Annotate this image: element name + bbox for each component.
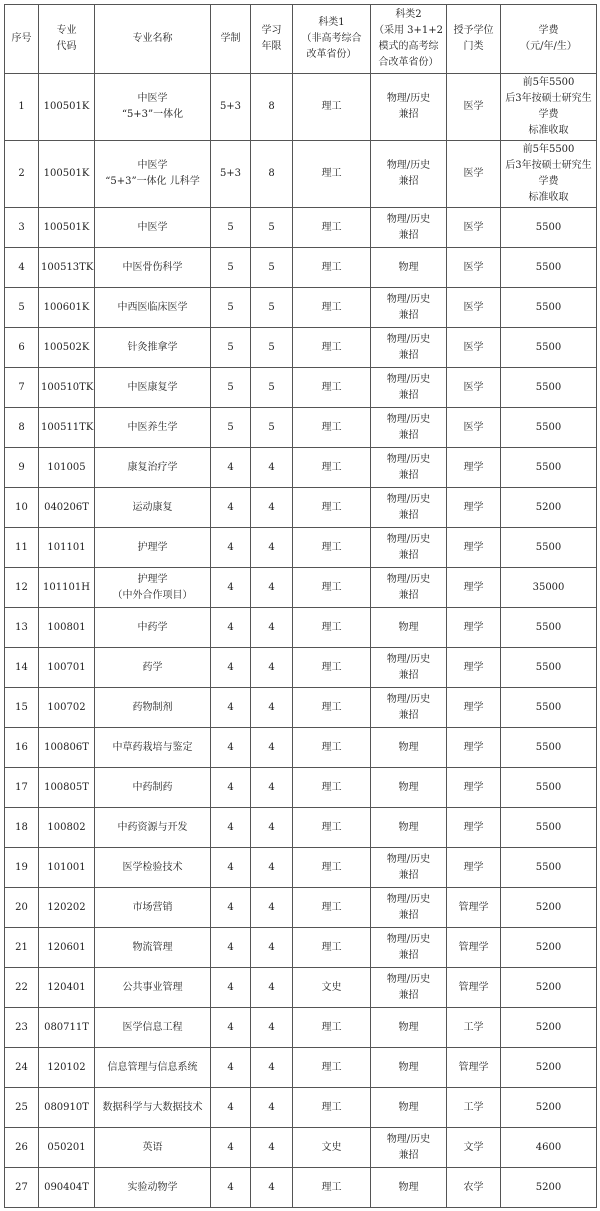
- col-tuition-cell: 5500: [501, 608, 597, 648]
- col-degree-cell: 理学: [447, 848, 501, 888]
- table-row: [5, 808, 597, 848]
- col-duration-cell: 5: [211, 288, 251, 328]
- col-code-cell: 100801: [39, 608, 95, 648]
- col-category-1-cell: 理工: [293, 488, 371, 528]
- col-degree-cell: 理学: [447, 568, 501, 608]
- col-tuition-cell: 5200: [501, 1088, 597, 1128]
- col-category-2-cell: 物理: [371, 808, 447, 848]
- col-tuition-cell: 5500: [501, 208, 597, 248]
- col-category-1-cell: 理工: [293, 808, 371, 848]
- col-duration-cell: 5+3: [211, 74, 251, 141]
- col-category-2-cell: 物理/历史 兼招: [371, 568, 447, 608]
- col-code-cell: 100701: [39, 648, 95, 688]
- col-category-1-cell: 理工: [293, 1088, 371, 1128]
- col-tuition-cell: 5200: [501, 928, 597, 968]
- col-category-1-cell: 理工: [293, 568, 371, 608]
- table-row: [5, 1088, 597, 1128]
- col-code-cell: 090404T: [39, 1168, 95, 1208]
- col-tuition-cell: 5500: [501, 528, 597, 568]
- table-row: [5, 488, 597, 528]
- col-duration-cell: 4: [211, 1088, 251, 1128]
- col-duration-cell: 5: [211, 368, 251, 408]
- header-col-duration: 学制: [211, 5, 251, 74]
- col-duration-cell: 5+3: [211, 141, 251, 208]
- col-name-cell: 中医学 “5+3”一体化: [95, 74, 211, 141]
- col-index-cell: 6: [5, 328, 39, 368]
- col-code-cell: 100510TK: [39, 368, 95, 408]
- col-index-cell: 27: [5, 1168, 39, 1208]
- table-row: [5, 208, 597, 248]
- col-study-years-cell: 4: [251, 1128, 293, 1168]
- col-name-cell: 医学检验技术: [95, 848, 211, 888]
- col-degree-cell: 医学: [447, 288, 501, 328]
- col-index-cell: 9: [5, 448, 39, 488]
- col-duration-cell: 5: [211, 328, 251, 368]
- col-category-1-cell: 理工: [293, 768, 371, 808]
- col-duration-cell: 4: [211, 1128, 251, 1168]
- col-index-cell: 23: [5, 1008, 39, 1048]
- col-category-2-cell: 物理/历史 兼招: [371, 208, 447, 248]
- col-category-1-cell: 理工: [293, 288, 371, 328]
- col-tuition-cell: 5500: [501, 728, 597, 768]
- col-index-cell: 12: [5, 568, 39, 608]
- col-tuition-cell: 5500: [501, 328, 597, 368]
- col-study-years-cell: 4: [251, 888, 293, 928]
- col-code-cell: 101001: [39, 848, 95, 888]
- table-row: [5, 568, 597, 608]
- col-study-years-cell: 4: [251, 1048, 293, 1088]
- col-study-years-cell: 4: [251, 1008, 293, 1048]
- col-study-years-cell: 5: [251, 328, 293, 368]
- col-code-cell: 100513TK: [39, 248, 95, 288]
- col-study-years-cell: 4: [251, 848, 293, 888]
- col-category-1-cell: 理工: [293, 1168, 371, 1208]
- col-category-1-cell: 理工: [293, 74, 371, 141]
- col-index-cell: 21: [5, 928, 39, 968]
- header-col-name: 专业名称: [95, 5, 211, 74]
- col-category-1-cell: 理工: [293, 248, 371, 288]
- col-code-cell: 100806T: [39, 728, 95, 768]
- col-tuition-cell: 5200: [501, 1168, 597, 1208]
- col-code-cell: 100702: [39, 688, 95, 728]
- col-code-cell: 101005: [39, 448, 95, 488]
- col-tuition-cell: 前5年5500 后3年按硕士研究生学费 标准收取: [501, 141, 597, 208]
- col-code-cell: 080711T: [39, 1008, 95, 1048]
- col-duration-cell: 4: [211, 448, 251, 488]
- table-row: [5, 1128, 597, 1168]
- col-code-cell: 101101H: [39, 568, 95, 608]
- col-study-years-cell: 4: [251, 448, 293, 488]
- col-category-2-cell: 物理: [371, 1088, 447, 1128]
- col-tuition-cell: 5200: [501, 488, 597, 528]
- col-name-cell: 实验动物学: [95, 1168, 211, 1208]
- table-row: [5, 888, 597, 928]
- col-category-2-cell: 物理: [371, 1168, 447, 1208]
- col-study-years-cell: 4: [251, 688, 293, 728]
- col-index-cell: 3: [5, 208, 39, 248]
- col-duration-cell: 4: [211, 1048, 251, 1088]
- col-study-years-cell: 4: [251, 728, 293, 768]
- col-duration-cell: 4: [211, 808, 251, 848]
- col-tuition-cell: 5500: [501, 768, 597, 808]
- col-code-cell: 120102: [39, 1048, 95, 1088]
- col-study-years-cell: 8: [251, 141, 293, 208]
- col-degree-cell: 工学: [447, 1088, 501, 1128]
- col-index-cell: 5: [5, 288, 39, 328]
- col-category-1-cell: 理工: [293, 528, 371, 568]
- col-study-years-cell: 4: [251, 568, 293, 608]
- header-col-category-2: 科类2 （采用 3+1+2 模式的高考综 合改革省份）: [371, 5, 447, 74]
- header-col-degree: 授予学位 门类: [447, 5, 501, 74]
- col-degree-cell: 工学: [447, 1008, 501, 1048]
- col-duration-cell: 4: [211, 728, 251, 768]
- col-name-cell: 护理学: [95, 528, 211, 568]
- col-category-1-cell: 理工: [293, 608, 371, 648]
- col-name-cell: 中草药栽培与鉴定: [95, 728, 211, 768]
- col-study-years-cell: 4: [251, 968, 293, 1008]
- table-row: [5, 1048, 597, 1088]
- col-tuition-cell: 前5年5500 后3年按硕士研究生学费 标准收取: [501, 74, 597, 141]
- table-row: [5, 248, 597, 288]
- col-index-cell: 8: [5, 408, 39, 448]
- col-index-cell: 15: [5, 688, 39, 728]
- col-category-2-cell: 物理: [371, 248, 447, 288]
- col-code-cell: 100802: [39, 808, 95, 848]
- col-code-cell: 100511TK: [39, 408, 95, 448]
- table-row: [5, 368, 597, 408]
- col-study-years-cell: 4: [251, 1168, 293, 1208]
- col-name-cell: 运动康复: [95, 488, 211, 528]
- col-degree-cell: 管理学: [447, 888, 501, 928]
- col-duration-cell: 4: [211, 568, 251, 608]
- col-name-cell: 数据科学与大数据技术: [95, 1088, 211, 1128]
- table-row: [5, 328, 597, 368]
- col-degree-cell: 文学: [447, 1128, 501, 1168]
- table-row: [5, 1168, 597, 1208]
- col-category-2-cell: 物理/历史 兼招: [371, 648, 447, 688]
- col-category-2-cell: 物理/历史 兼招: [371, 368, 447, 408]
- col-tuition-cell: 5500: [501, 688, 597, 728]
- col-degree-cell: 理学: [447, 768, 501, 808]
- col-name-cell: 药物制剂: [95, 688, 211, 728]
- table-row: [5, 688, 597, 728]
- table-body: [5, 74, 597, 1208]
- col-name-cell: 药学: [95, 648, 211, 688]
- col-category-2-cell: 物理/历史 兼招: [371, 1128, 447, 1168]
- col-duration-cell: 4: [211, 688, 251, 728]
- col-degree-cell: 管理学: [447, 1048, 501, 1088]
- col-category-1-cell: 理工: [293, 448, 371, 488]
- col-tuition-cell: 5500: [501, 448, 597, 488]
- col-code-cell: 120401: [39, 968, 95, 1008]
- col-duration-cell: 4: [211, 968, 251, 1008]
- col-category-1-cell: 文史: [293, 1128, 371, 1168]
- col-category-1-cell: 理工: [293, 1008, 371, 1048]
- col-code-cell: 100501K: [39, 141, 95, 208]
- col-name-cell: 中医学: [95, 208, 211, 248]
- col-index-cell: 22: [5, 968, 39, 1008]
- col-category-2-cell: 物理/历史 兼招: [371, 141, 447, 208]
- col-tuition-cell: 5200: [501, 888, 597, 928]
- col-tuition-cell: 5500: [501, 648, 597, 688]
- col-duration-cell: 4: [211, 608, 251, 648]
- col-tuition-cell: 5200: [501, 1008, 597, 1048]
- col-category-2-cell: 物理/历史 兼招: [371, 888, 447, 928]
- col-category-2-cell: 物理/历史 兼招: [371, 74, 447, 141]
- col-name-cell: 公共事业管理: [95, 968, 211, 1008]
- col-name-cell: 英语: [95, 1128, 211, 1168]
- col-tuition-cell: 5500: [501, 848, 597, 888]
- col-study-years-cell: 4: [251, 928, 293, 968]
- col-degree-cell: 理学: [447, 808, 501, 848]
- col-name-cell: 中药资源与开发: [95, 808, 211, 848]
- col-study-years-cell: 5: [251, 248, 293, 288]
- col-degree-cell: 理学: [447, 608, 501, 648]
- header-col-study-years: 学习 年限: [251, 5, 293, 74]
- col-degree-cell: 理学: [447, 648, 501, 688]
- table-row: [5, 141, 597, 208]
- col-index-cell: 1: [5, 74, 39, 141]
- col-degree-cell: 医学: [447, 141, 501, 208]
- col-category-1-cell: 理工: [293, 928, 371, 968]
- col-code-cell: 120601: [39, 928, 95, 968]
- col-duration-cell: 4: [211, 768, 251, 808]
- col-code-cell: 050201: [39, 1128, 95, 1168]
- col-duration-cell: 4: [211, 528, 251, 568]
- col-name-cell: 医学信息工程: [95, 1008, 211, 1048]
- col-index-cell: 20: [5, 888, 39, 928]
- col-degree-cell: 医学: [447, 368, 501, 408]
- col-duration-cell: 5: [211, 208, 251, 248]
- col-degree-cell: 理学: [447, 448, 501, 488]
- col-duration-cell: 4: [211, 1168, 251, 1208]
- col-study-years-cell: 4: [251, 1088, 293, 1128]
- col-index-cell: 26: [5, 1128, 39, 1168]
- col-category-2-cell: 物理/历史 兼招: [371, 688, 447, 728]
- col-name-cell: 物流管理: [95, 928, 211, 968]
- col-index-cell: 13: [5, 608, 39, 648]
- table-row: [5, 848, 597, 888]
- table-row: [5, 728, 597, 768]
- col-name-cell: 中医养生学: [95, 408, 211, 448]
- col-index-cell: 11: [5, 528, 39, 568]
- col-category-1-cell: 理工: [293, 208, 371, 248]
- col-code-cell: 120202: [39, 888, 95, 928]
- col-name-cell: 康复治疗学: [95, 448, 211, 488]
- col-degree-cell: 医学: [447, 408, 501, 448]
- col-tuition-cell: 5500: [501, 368, 597, 408]
- col-name-cell: 中医康复学: [95, 368, 211, 408]
- col-code-cell: 100502K: [39, 328, 95, 368]
- col-degree-cell: 医学: [447, 208, 501, 248]
- col-degree-cell: 农学: [447, 1168, 501, 1208]
- col-name-cell: 中药学: [95, 608, 211, 648]
- table-row: [5, 928, 597, 968]
- col-name-cell: 中西医临床医学: [95, 288, 211, 328]
- col-category-1-cell: 理工: [293, 328, 371, 368]
- col-category-2-cell: 物理/历史 兼招: [371, 848, 447, 888]
- col-code-cell: 100601K: [39, 288, 95, 328]
- col-tuition-cell: 35000: [501, 568, 597, 608]
- col-duration-cell: 4: [211, 888, 251, 928]
- col-tuition-cell: 5200: [501, 968, 597, 1008]
- col-category-1-cell: 理工: [293, 688, 371, 728]
- col-degree-cell: 管理学: [447, 928, 501, 968]
- col-study-years-cell: 4: [251, 808, 293, 848]
- col-category-1-cell: 理工: [293, 1048, 371, 1088]
- col-index-cell: 10: [5, 488, 39, 528]
- col-index-cell: 7: [5, 368, 39, 408]
- col-code-cell: 040206T: [39, 488, 95, 528]
- col-degree-cell: 医学: [447, 74, 501, 141]
- col-tuition-cell: 4600: [501, 1128, 597, 1168]
- table-header: [5, 5, 597, 74]
- col-index-cell: 16: [5, 728, 39, 768]
- col-category-1-cell: 理工: [293, 648, 371, 688]
- major-tuition-table: [4, 4, 597, 1208]
- col-duration-cell: 4: [211, 848, 251, 888]
- col-index-cell: 4: [5, 248, 39, 288]
- col-index-cell: 19: [5, 848, 39, 888]
- col-study-years-cell: 4: [251, 648, 293, 688]
- col-degree-cell: 医学: [447, 248, 501, 288]
- table-row: [5, 448, 597, 488]
- col-duration-cell: 4: [211, 1008, 251, 1048]
- col-category-2-cell: 物理/历史 兼招: [371, 408, 447, 448]
- col-duration-cell: 5: [211, 408, 251, 448]
- col-degree-cell: 理学: [447, 528, 501, 568]
- col-category-1-cell: 理工: [293, 368, 371, 408]
- col-index-cell: 25: [5, 1088, 39, 1128]
- col-name-cell: 针灸推拿学: [95, 328, 211, 368]
- col-code-cell: 100805T: [39, 768, 95, 808]
- header-col-tuition: 学费 （元/年/生）: [501, 5, 597, 74]
- col-category-1-cell: 理工: [293, 848, 371, 888]
- table-row: [5, 1008, 597, 1048]
- col-tuition-cell: 5200: [501, 1048, 597, 1088]
- col-code-cell: 080910T: [39, 1088, 95, 1128]
- col-index-cell: 14: [5, 648, 39, 688]
- col-category-2-cell: 物理: [371, 768, 447, 808]
- major-tuition-table-sheet: [4, 4, 596, 1208]
- col-category-2-cell: 物理/历史 兼招: [371, 928, 447, 968]
- table-row: [5, 74, 597, 141]
- header-col-code: 专业 代码: [39, 5, 95, 74]
- table-row: [5, 768, 597, 808]
- col-category-1-cell: 文史: [293, 968, 371, 1008]
- col-study-years-cell: 5: [251, 408, 293, 448]
- col-code-cell: 100501K: [39, 208, 95, 248]
- col-tuition-cell: 5500: [501, 288, 597, 328]
- col-index-cell: 18: [5, 808, 39, 848]
- col-name-cell: 中药制药: [95, 768, 211, 808]
- col-study-years-cell: 4: [251, 488, 293, 528]
- col-category-1-cell: 理工: [293, 888, 371, 928]
- col-category-2-cell: 物理/历史 兼招: [371, 528, 447, 568]
- col-degree-cell: 理学: [447, 728, 501, 768]
- col-name-cell: 市场营销: [95, 888, 211, 928]
- table-row: [5, 608, 597, 648]
- col-study-years-cell: 5: [251, 208, 293, 248]
- col-index-cell: 2: [5, 141, 39, 208]
- col-category-2-cell: 物理: [371, 1008, 447, 1048]
- col-degree-cell: 管理学: [447, 968, 501, 1008]
- col-study-years-cell: 8: [251, 74, 293, 141]
- table-row: [5, 408, 597, 448]
- col-category-1-cell: 理工: [293, 408, 371, 448]
- col-study-years-cell: 4: [251, 528, 293, 568]
- col-category-2-cell: 物理: [371, 728, 447, 768]
- col-name-cell: 信息管理与信息系统: [95, 1048, 211, 1088]
- col-degree-cell: 理学: [447, 688, 501, 728]
- col-code-cell: 101101: [39, 528, 95, 568]
- col-category-2-cell: 物理/历史 兼招: [371, 488, 447, 528]
- col-duration-cell: 4: [211, 488, 251, 528]
- col-category-1-cell: 理工: [293, 728, 371, 768]
- col-tuition-cell: 5500: [501, 808, 597, 848]
- col-degree-cell: 医学: [447, 328, 501, 368]
- table-row: [5, 288, 597, 328]
- col-study-years-cell: 5: [251, 288, 293, 328]
- col-name-cell: 护理学 （中外合作项目）: [95, 568, 211, 608]
- header-col-category-1: 科类1 （非高考综合 改革省份）: [293, 5, 371, 74]
- col-duration-cell: 4: [211, 648, 251, 688]
- col-code-cell: 100501K: [39, 74, 95, 141]
- col-category-2-cell: 物理: [371, 608, 447, 648]
- col-duration-cell: 5: [211, 248, 251, 288]
- col-study-years-cell: 4: [251, 608, 293, 648]
- col-index-cell: 17: [5, 768, 39, 808]
- col-duration-cell: 4: [211, 928, 251, 968]
- col-category-2-cell: 物理/历史 兼招: [371, 288, 447, 328]
- col-category-2-cell: 物理: [371, 1048, 447, 1088]
- col-index-cell: 24: [5, 1048, 39, 1088]
- col-category-2-cell: 物理/历史 兼招: [371, 328, 447, 368]
- col-name-cell: 中医学 “5+3”一体化 儿科学: [95, 141, 211, 208]
- col-tuition-cell: 5500: [501, 408, 597, 448]
- col-degree-cell: 理学: [447, 488, 501, 528]
- col-study-years-cell: 5: [251, 368, 293, 408]
- header-col-index: 序号: [5, 5, 39, 74]
- table-row: [5, 528, 597, 568]
- col-category-1-cell: 理工: [293, 141, 371, 208]
- col-category-2-cell: 物理/历史 兼招: [371, 968, 447, 1008]
- col-study-years-cell: 4: [251, 768, 293, 808]
- col-category-2-cell: 物理/历史 兼招: [371, 448, 447, 488]
- col-name-cell: 中医骨伤科学: [95, 248, 211, 288]
- table-row: [5, 648, 597, 688]
- col-tuition-cell: 5500: [501, 248, 597, 288]
- table-row: [5, 968, 597, 1008]
